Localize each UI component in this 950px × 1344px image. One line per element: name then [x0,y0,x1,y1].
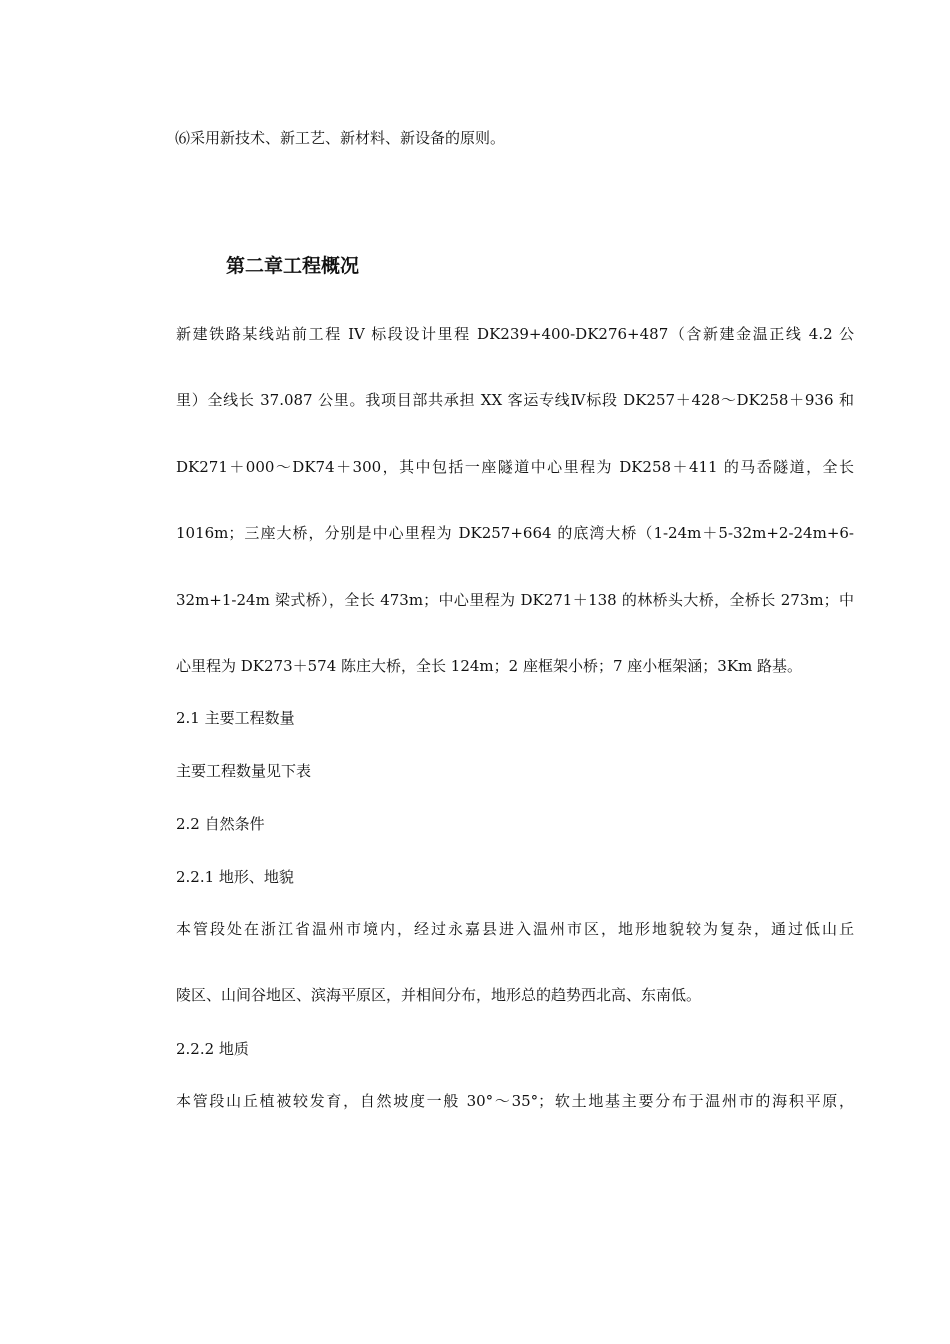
overview-line-1: 新建铁路某线站前工程 IV 标段设计里程 DK239+400-DK276+487（含新建金温正线 4.2 公 [176,325,854,343]
overview-line-3: DK271＋000～DK74＋300，其中包括一座隧道中心里程为 DK258＋411 的马岙隧道，全长 [176,458,854,476]
terrain-line-2: 陵区、山间谷地区、滨海平原区，并相间分布，地形总的趋势西北高、东南低。 [176,986,702,1004]
intro-list-item: ⑹采用新技术、新工艺、新材料、新设备的原则。 [175,129,506,147]
geology-line-1: 本管段山丘植被较发育，自然坡度一般 30°～35°；软土地基主要分布于温州市的海积平原， [176,1092,854,1110]
section-2-2-1-heading: 2.2.1 地形、地貌 [176,868,294,886]
section-2-2-2-heading: 2.2.2 地质 [176,1040,249,1058]
chapter-title: 第二章工程概况 [226,255,360,277]
terrain-line-1: 本管段处在浙江省温州市境内，经过永嘉县进入温州市区，地形地貌较为复杂，通过低山丘 [176,920,854,938]
overview-line-2: 里）全线长 37.087 公里。我项目部共承担 XX 客运专线Ⅳ标段 DK257＋428～DK258＋936 和 [176,391,854,409]
overview-line-5: 32m+1-24m 梁式桥），全长 473m；中心里程为 DK271＋138 的林桥头大桥，全桥长 273m；中 [176,591,854,609]
overview-line-6: 心里程为 DK273＋574 陈庄大桥，全长 124m；2 座框架小桥；7 座小框架涵；3Km 路基。 [176,657,803,675]
section-2-1-text: 主要工程数量见下表 [176,762,312,780]
overview-line-4: 1016m；三座大桥，分别是中心里程为 DK257+664 的底湾大桥（1-24m＋5-32m+2-24m+6- [176,524,854,542]
section-2-2-heading: 2.2 自然条件 [176,815,265,833]
section-2-1-heading: 2.1 主要工程数量 [176,709,295,727]
